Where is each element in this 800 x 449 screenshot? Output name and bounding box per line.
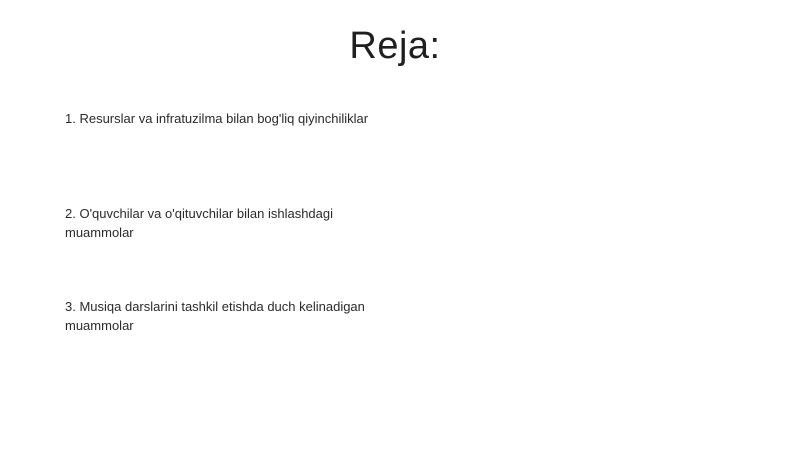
slide-title: Reja:	[349, 25, 441, 67]
agenda-item-resources: 1. Resurslar va infratuzilma bilan bog'liq qiyinchiliklar	[65, 111, 369, 126]
agenda-item-students-teachers: 2. O'quvchilar va o'qituvchilar bilan ishlashdagi muammolar	[65, 206, 333, 240]
agenda-item-music-lessons: 3. Musiqa darslarini tashkil etishda duch kelinadigan muammolar	[65, 299, 365, 333]
